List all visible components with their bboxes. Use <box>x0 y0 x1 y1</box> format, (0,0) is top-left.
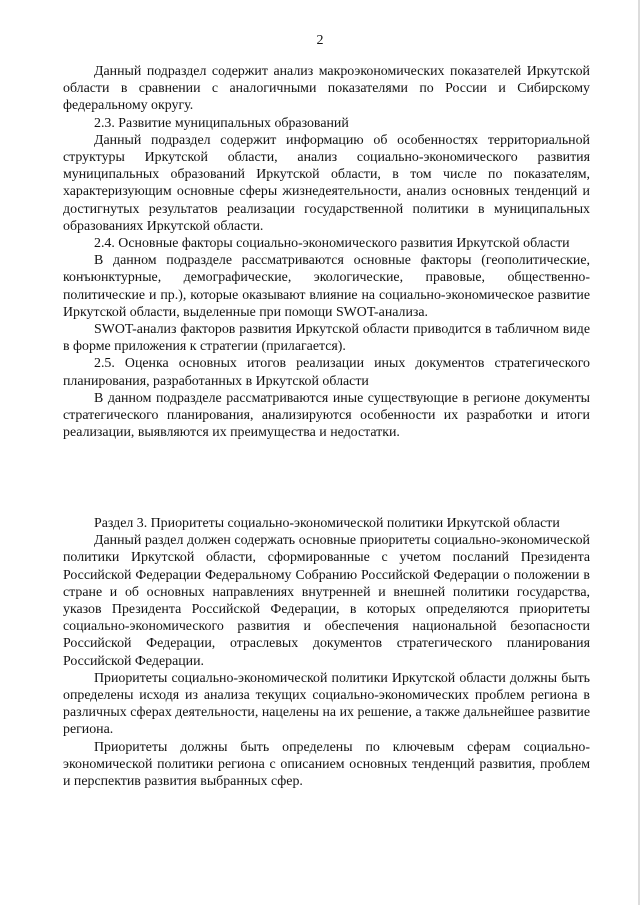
section-3-body <box>63 515 590 790</box>
section-3-heading: Раздел 3. Приоритеты социально-экономической политики Иркутской области <box>94 516 560 531</box>
section-3-paragraph-2: Приоритеты социально-экономической политики Иркутской области должны быть определены исходя из анализа текущих социально-экономических проблем региона в различных сферах деятельности, нацелены на их решение, а также дальнейшее развитие региона. <box>63 670 590 738</box>
subsection-2-3-paragraph: Данный подраздел содержит информацию об особенностях территориальной структуры Иркутской области, анализ социально-экономического развития муниципальных образований Иркутской области, в том числе по показателям, характеризующим основные сферы жизнедеятельности, анализ основных тенденций и достигнутых результатов реализации государственной политики в муниципальных образованиях Иркутской области. <box>63 132 590 234</box>
subsection-2-4-paragraph-1: В данном подразделе рассматриваются основные факторы (геополитические, конъюнктурные, демографические, экологические, правовые, общественно-политические и пр.), которые оказывают влияние на социально-экономическое развитие Иркутской области, выделенные при помощи SWOT-анализа. <box>63 253 590 320</box>
section-3-paragraph-1: Данный раздел должен содержать основные приоритеты социально-экономической политики Иркутской области, сформированные с учетом посланий Президента Российской Федерации Федеральному Собранию Российской Федерации о положении в стране и об основных направлениях внутренней и внешней политики государства, указов Президента Российской Федерации, в которых определяются приоритеты социально-экономического развития и обеспечения национальной безопасности Российской Федерации, отраслевых документов стратегического планирования Российской Федерации. <box>63 533 590 669</box>
subsection-2-3-heading: 2.3. Развитие муниципальных образований <box>94 115 349 131</box>
subsection-2-4-heading: 2.4. Основные факторы социально-экономического развития Иркутской области <box>94 236 570 252</box>
section-2-body <box>63 63 590 441</box>
subsection-2-4-paragraph-2: SWOT-анализ факторов развития Иркутской области приводится в табличном виде в форме приложения к стратегии (прилагается). <box>63 322 590 355</box>
section-2-intro-paragraph: Данный подраздел содержит анализ макроэкономических показателей Иркутской области в сравнении с аналогичными показателями по России и Сибирскому федеральному округу. <box>63 64 590 114</box>
section-3-paragraph-3: Приоритеты должны быть определены по ключевым сферам социально-экономической политики региона с описанием основных тенденций развития, проблем и перспектив развития выбранных сфер. <box>63 739 590 790</box>
subsection-2-5-heading: 2.5. Оценка основных итогов реализации иных документов стратегического планирования, разработанных в Иркутской области <box>63 356 590 389</box>
subsection-2-5-paragraph: В данном подразделе рассматриваются иные существующие в регионе документы стратегического планирования, анализируются особенности их разработки и итоги реализации, выявляются их преимущества и недостатки. <box>63 390 590 441</box>
page-number: 2 <box>316 33 324 48</box>
